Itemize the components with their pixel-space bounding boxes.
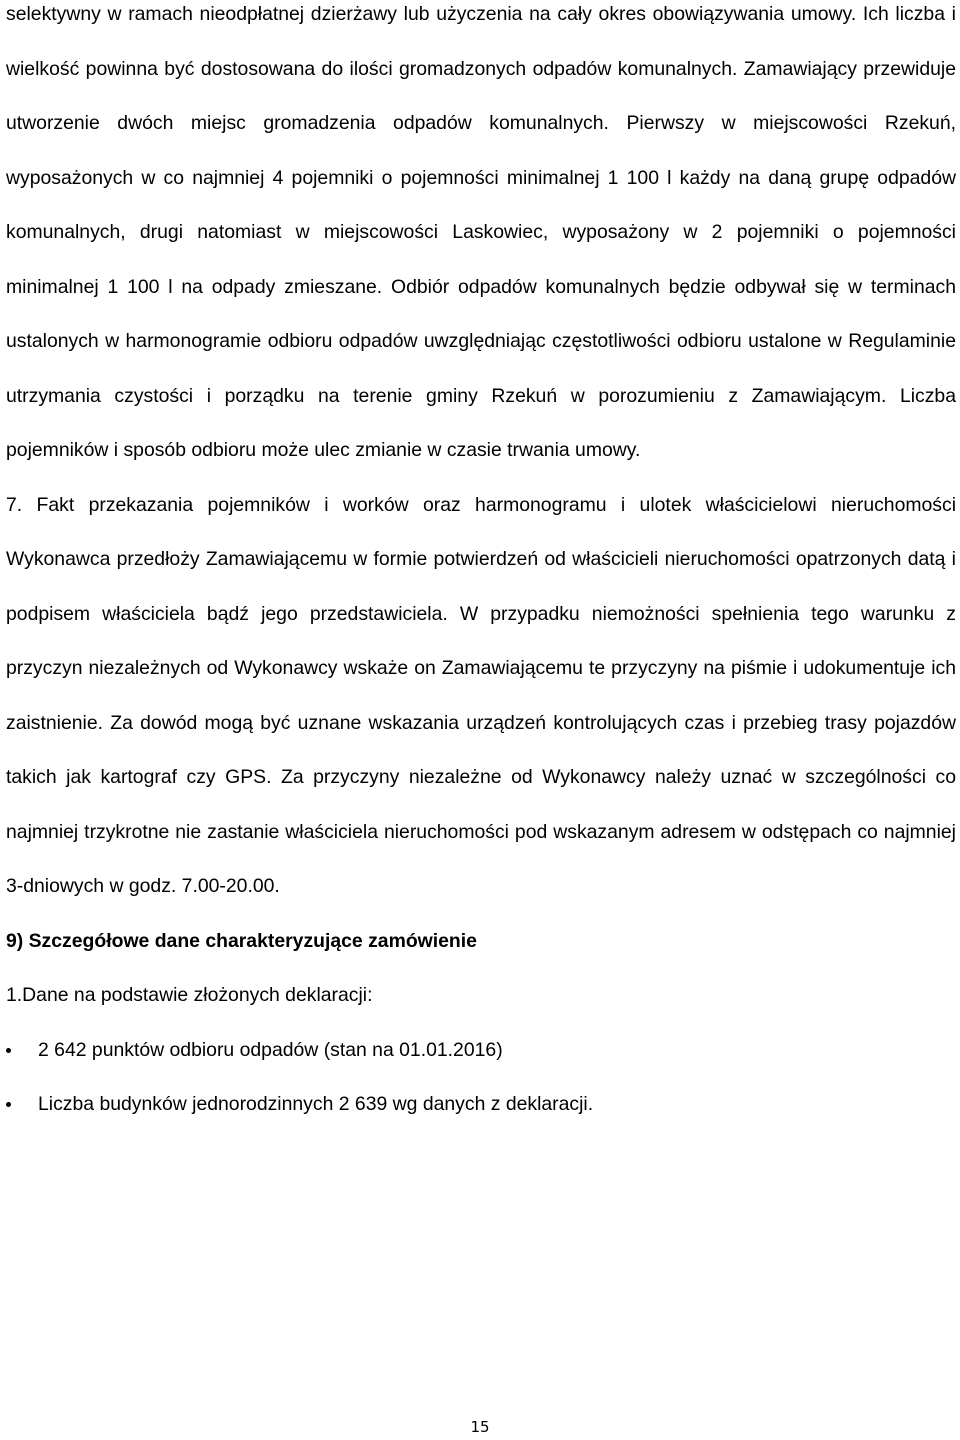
body-text xyxy=(6,0,956,914)
list-item xyxy=(6,1023,956,1078)
bullet-icon xyxy=(6,1102,11,1107)
document-page xyxy=(6,0,956,1440)
paragraph-7: 7. Fakt przekazania pojemników i worków oraz harmonogramu i ulotek właścicielowi nieruchomości Wykonawca przedłoży Zamawiającemu w formie potwierdzeń od właścicieli nieruchomości opatrzonych datą i podpisem właściciela bądź jego przedstawiciela. W przypadku niemożności spełnienia tego warunku z przyczyn niezależnych od Wykonawcy wskaże on Zamawiającemu te przyczyny na piśmie i udokumentuje ich zaistnienie. Za dowód mogą być uznane wskazania urządzeń kontrolujących czas i przebieg trasy pojazdów takich jak kartograf czy GPS. Za przyczyny niezależne od Wykonawcy należy uznać w szczególności co najmniej trzykrotne nie zastanie właściciela nieruchomości pod wskazanym adresem w odstępach co najmniej 3-dniowych w godz. 7.00-20.00. xyxy=(6,493,956,897)
section-heading: 9) Szczegółowe dane charakteryzujące zamówienie xyxy=(6,929,477,952)
bullet-list xyxy=(6,1023,956,1132)
page-number: 15 xyxy=(470,1418,490,1436)
list-item-text: 2 642 punktów odbioru odpadów (stan na 01.01.2016) xyxy=(38,1038,503,1061)
list-item xyxy=(6,1077,956,1132)
paragraph-continuation: selektywny w ramach nieodpłatnej dzierżawy lub użyczenia na cały okres obowiązywania umowy. Ich liczba i wielkość powinna być dostosowana do ilości gromadzonych odpadów komunalnych. Zamawiający przewiduje utworzenie dwóch miejsc gromadzenia odpadów komunalnych. Pierwszy w miejscowości Rzekuń, wyposażonych w co najmniej 4 pojemniki o pojemności minimalnej 1 100 l każdy na daną grupę odpadów komunalnych, drugi natomiast w miejscowości Laskowiec, wyposażony w 2 pojemniki o pojemności minimalnej 1 100 l na odpady zmieszane. Odbiór odpadów komunalnych będzie odbywał się w terminach ustalonych w harmonogramie odbioru odpadów uwzględniając częstotliwości odbioru ustalone w Regulaminie utrzymania czystości i porządku na terenie gminy Rzekuń w porozumieniu z Zamawiającym. Liczba pojemników i sposób odbioru może ulec zmianie w czasie trwania umowy. xyxy=(6,3,956,461)
bullet-icon xyxy=(6,1048,11,1053)
list-item-text: Liczba budynków jednorodzinnych 2 639 wg danych z deklaracji. xyxy=(38,1093,594,1115)
subheading: 1.Dane na podstawie złożonych deklaracji: xyxy=(6,984,373,1006)
